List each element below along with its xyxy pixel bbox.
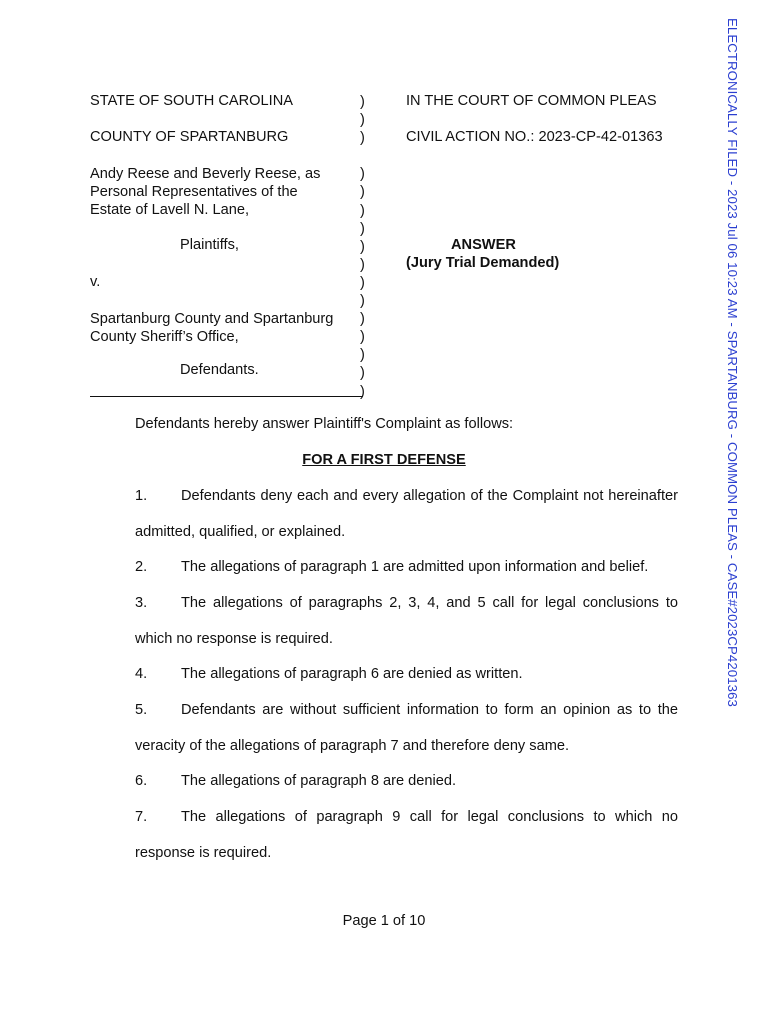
paragraph-4	[90, 657, 678, 693]
page-number: Page 1 of 10	[342, 913, 426, 929]
paragraph-text: The allegations of paragraph 9 call for legal conclusions to which no response is required.	[135, 809, 678, 861]
caption-defendants-names	[90, 310, 333, 346]
paragraph-text: Defendants are without sufficient information to form an opinion as to the veracity of the allegations of paragraph 7 and therefore deny same.	[135, 702, 678, 754]
paragraph-number: 1.	[135, 488, 148, 504]
caption-state: STATE OF SOUTH CAROLINA	[90, 93, 293, 109]
document-title: ANSWER	[451, 237, 516, 253]
caption-county: COUNTY OF SPARTANBURG	[90, 129, 289, 145]
plaintiffs-line: Andy Reese and Beverly Reese, as	[90, 166, 321, 182]
paragraph-7	[90, 800, 678, 871]
defendants-line: County Sheriff’s Office,	[90, 329, 239, 346]
paragraph-1	[90, 479, 678, 550]
electronic-filing-stamp: ELECTRONICALLY FILED - 2023 Jul 06 10:23 AM - SPARTANBURG - COMMON PLEAS - CASE#2023CP4201363	[725, 18, 740, 707]
paragraph-text: The allegations of paragraph 6 are denied as written.	[181, 666, 523, 682]
paragraph-text: Defendants deny each and every allegation of the Complaint not hereinafter admitted, qualified, or explained.	[135, 488, 678, 540]
paragraph-text: The allegations of paragraph 1 are admitted upon information and belief.	[181, 559, 649, 575]
caption-versus: v.	[90, 274, 101, 290]
plaintiffs-line: Personal Representatives of the	[90, 184, 298, 201]
defendants-line: Spartanburg County and Spartanburg	[90, 311, 334, 327]
paragraph-2	[90, 550, 678, 586]
caption-plaintiffs-label: Plaintiffs,	[180, 237, 239, 253]
section-heading: FOR A FIRST DEFENSE	[302, 452, 466, 468]
paragraph-text: The allegations of paragraph 8 are denied.	[181, 773, 457, 789]
paragraph-text: The allegations of paragraphs 2, 3, 4, and 5 call for legal conclusions to which no response is required.	[135, 595, 678, 647]
paragraph-number: 5.	[135, 702, 148, 718]
paragraph-3	[90, 586, 678, 657]
caption-court: IN THE COURT OF COMMON PLEAS	[406, 93, 657, 109]
intro-text: Defendants hereby answer Plaintiff's Complaint as follows:	[135, 416, 514, 432]
paragraph-5	[90, 693, 678, 764]
caption-plaintiffs-names	[90, 165, 320, 219]
paragraph-number: 6.	[135, 773, 148, 789]
paragraph-number: 4.	[135, 666, 148, 682]
paragraph-number: 2.	[135, 559, 148, 575]
caption-underline	[90, 396, 363, 397]
plaintiffs-line: Estate of Lavell N. Lane,	[90, 202, 250, 219]
document-subtitle: (Jury Trial Demanded)	[406, 255, 560, 271]
caption-defendants-label: Defendants.	[180, 362, 259, 378]
paragraph-number: 3.	[135, 595, 148, 611]
caption-paren-column: ) ) ) ) ) ) ) ) ) ) ) ) ) ) ) )	[360, 94, 365, 400]
paragraph-number: 7.	[135, 809, 148, 825]
caption-civil-action: CIVIL ACTION NO.: 2023-CP-42-01363	[406, 129, 663, 145]
paragraph-6	[90, 764, 678, 800]
